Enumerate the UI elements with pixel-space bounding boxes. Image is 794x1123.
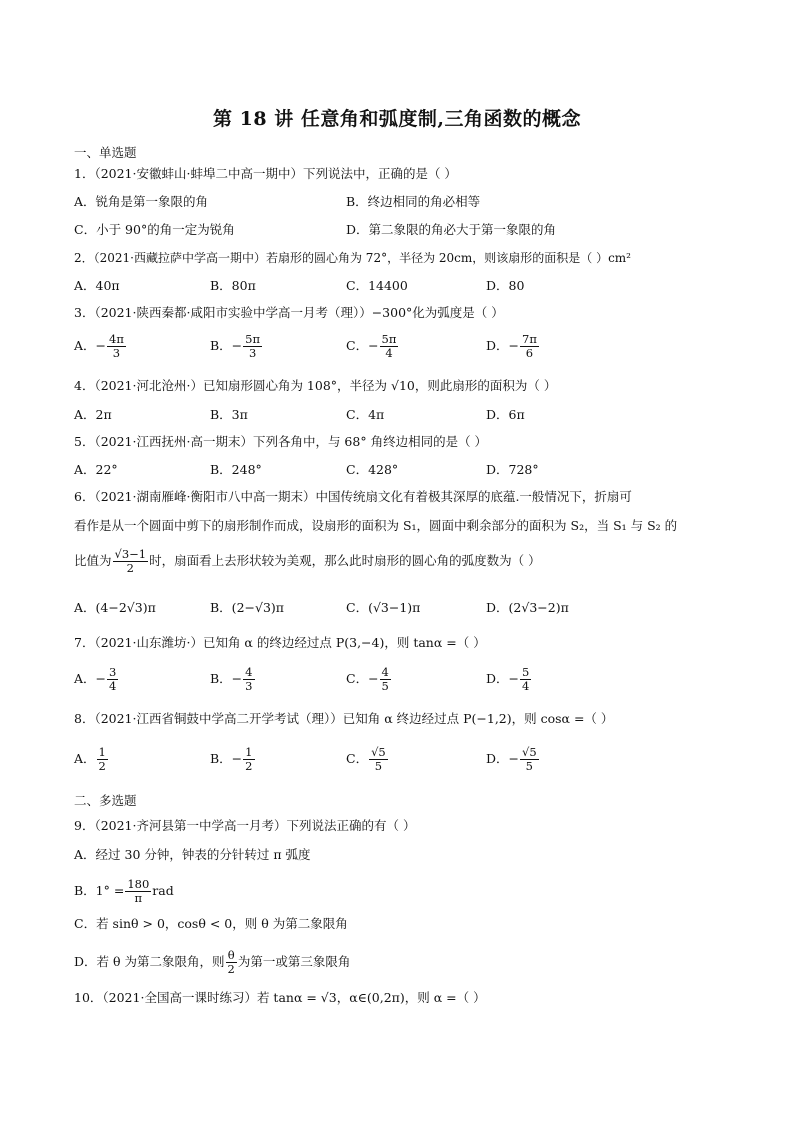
q1-option-d: D．第二象限的角必大于第一象限的角 [346, 222, 557, 237]
q1-option-b: B．终边相同的角必相等 [346, 194, 481, 209]
q9-option-c: C．若 sinθ > 0，cosθ < 0，则 θ 为第二象限角 [74, 916, 348, 931]
q4-option-b: B．3π [210, 407, 248, 422]
q9-option-b-denominator: π [134, 891, 143, 905]
q3-option-a-fraction [107, 333, 126, 360]
q7-option-c-numerator: 4 [381, 665, 389, 679]
q8-option-a-denominator: 2 [98, 759, 106, 773]
q3-option-b-label: B．− [210, 338, 243, 353]
q7-option-c-denominator: 5 [381, 679, 389, 693]
q2-option-b: B．80π [210, 278, 256, 293]
q3-option-c-numerator: 5π [381, 332, 397, 346]
q3-option-a-label: A．− [74, 338, 107, 353]
q7-option-d-label: D．− [486, 671, 519, 686]
q7-option-c-fraction [380, 666, 391, 693]
q8-option-b-fraction [243, 746, 254, 773]
q8-option-a-label: A． [74, 751, 96, 766]
q3-option-d-numerator: 7π [522, 332, 537, 346]
q7-option-a-denominator: 4 [109, 679, 117, 693]
q9-option-d-numerator: θ [227, 948, 235, 962]
q5-option-a: A．22° [74, 462, 118, 477]
q7-option-a [74, 666, 119, 693]
q6-option-b: B．(2−√3)π [210, 600, 284, 615]
q8-option-c-denominator: 5 [374, 759, 383, 773]
q1-option-c: C．小于 90°的角一定为锐角 [74, 222, 235, 237]
q3-option-a-numerator: 4π [109, 332, 124, 346]
q8-option-d-fraction [520, 746, 539, 773]
q6-line1: 6．（2021·湖南雁峰·衡阳市八中高一期末）中国传统扇文化有着极其深厚的底蕴.一般情况下，折扇可 [74, 489, 632, 504]
q8-stem: 8．（2021·江西省铜鼓中学高二开学考试（理））已知角 α 终边经过点 P(−1,2)，则 cosα =（ ） [74, 711, 614, 726]
q7-option-d-fraction [520, 666, 531, 693]
q3-option-d [486, 333, 540, 360]
q7-option-c-label: C．− [346, 671, 379, 686]
q3-stem: 3．（2021·陕西秦都·咸阳市实验中学高一月考（理））−300°化为弧度是（ ） [74, 305, 504, 320]
q8-option-a-numerator: 1 [98, 745, 106, 759]
q9-option-a: A．经过 30 分钟，钟表的分针转过 π 弧度 [74, 847, 311, 862]
q7-option-d [486, 666, 532, 693]
q2-option-d: D．80 [486, 278, 525, 293]
q10-stem: 10．（2021·全国高一课时练习）若 tanα = √3，α∈(0,2π)，则 α =（ ） [74, 990, 486, 1005]
q6-line3 [74, 548, 541, 575]
q7-option-a-fraction [107, 666, 118, 693]
q4-stem: 4．（2021·河北沧州·）已知扇形圆心角为 108°，半径为 √10，则此扇形的面积为（ ） [74, 378, 557, 393]
q9-option-b-fraction [125, 878, 151, 905]
q8-option-b [210, 746, 256, 773]
page-title: 第 18 讲 任意角和弧度制,三角函数的概念 [213, 108, 581, 130]
q9-option-b-numerator: 180 [127, 877, 150, 891]
q4-option-c: C．4π [346, 407, 385, 422]
q2-option-a: A．40π [74, 278, 120, 293]
section-multiple-choice: 二、多选题 [74, 793, 137, 808]
q8-option-d [486, 746, 540, 773]
q7-option-d-numerator: 5 [522, 665, 530, 679]
q3-option-d-denominator: 6 [525, 346, 534, 360]
q7-option-a-numerator: 3 [109, 665, 117, 679]
q2-stem: 2．（2021·西藏拉萨中学高一期中）若扇形的圆心角为 72°，半径为 20cm，则该扇形的面积是（ ）cm² [74, 251, 631, 265]
q3-option-c [346, 333, 399, 360]
q9-option-d [74, 949, 350, 976]
q5-stem: 5．（2021·江西抚州·高一期末）下列各角中，与 68° 角终边相同的是（ ） [74, 434, 488, 449]
q4-option-a: A．2π [74, 407, 112, 422]
q7-option-b-label: B．− [210, 671, 243, 686]
section-single-choice: 一、单选题 [74, 145, 137, 160]
q8-option-c-numerator: √5 [371, 745, 386, 759]
q2-option-c: C．14400 [346, 278, 408, 293]
q3-option-c-label: C．− [346, 338, 379, 353]
q5-option-d: D．728° [486, 462, 539, 477]
q8-option-a [74, 746, 109, 773]
q3-option-b-numerator: 5π [245, 332, 261, 346]
q6-option-d: D．(2√3−2)π [486, 600, 569, 615]
q1-option-a: A．锐角是第一象限的角 [74, 194, 209, 209]
q7-option-d-denominator: 4 [522, 679, 530, 693]
q8-option-b-denominator: 2 [245, 759, 253, 773]
q8-option-c-fraction [369, 746, 388, 773]
q4-option-d: D．6π [486, 407, 525, 422]
q3-option-d-label: D．− [486, 338, 519, 353]
q6-ratio-fraction [113, 548, 149, 575]
q5-option-c: C．428° [346, 462, 399, 477]
q6-option-a: A．(4−2√3)π [74, 600, 156, 615]
q8-option-d-denominator: 5 [525, 759, 533, 773]
q8-option-c-label: C． [346, 751, 369, 766]
q7-option-b [210, 666, 256, 693]
q6-ratio-denominator: 2 [126, 561, 134, 575]
q8-option-a-fraction [97, 746, 108, 773]
q3-option-c-denominator: 4 [385, 346, 393, 360]
q9-option-b [74, 878, 174, 905]
q9-option-d-denominator: 2 [227, 962, 235, 976]
q8-option-b-numerator: 1 [245, 745, 253, 759]
q3-option-a-denominator: 3 [112, 346, 121, 360]
q3-option-a [74, 333, 127, 360]
q6-ratio-numerator: √3−1 [114, 547, 147, 561]
q3-option-b-fraction [243, 333, 262, 360]
q3-option-c-fraction [380, 333, 399, 360]
q7-option-c [346, 666, 392, 693]
q7-option-b-denominator: 3 [245, 679, 253, 693]
q9-option-d-prefix: D．若 θ 为第二象限角，则 [74, 954, 225, 969]
q6-line2: 看作是从一个圆面中剪下的扇形制作而成，设扇形的面积为 S₁，圆面中剩余部分的面积为 S₂，当 S₁ 与 S₂ 的 [74, 518, 678, 533]
q9-option-b-unit: rad [152, 883, 174, 898]
q8-option-d-numerator: √5 [522, 745, 537, 759]
q9-stem: 9．（2021·齐河县第一中学高一月考）下列说法正确的有（ ） [74, 818, 416, 833]
q9-option-b-label: B．1° = [74, 883, 125, 898]
q7-stem: 7．（2021·山东潍坊·）已知角 α 的终边经过点 P(3,−4)，则 tanα =（ ） [74, 635, 486, 650]
q6-line3-prefix: 比值为 [74, 553, 112, 568]
q7-option-b-fraction [243, 666, 254, 693]
q3-option-b-denominator: 3 [248, 346, 257, 360]
q3-option-d-fraction [520, 333, 539, 360]
q5-option-b: B．248° [210, 462, 262, 477]
q6-line3-suffix: 时，扇面看上去形状较为美观，那么此时扇形的圆心角的弧度数为（ ） [149, 553, 541, 568]
q7-option-b-numerator: 4 [245, 665, 253, 679]
q9-option-d-fraction [226, 949, 237, 976]
q7-option-a-label: A．− [74, 671, 107, 686]
q9-option-d-suffix: 为第一或第三象限角 [237, 954, 351, 969]
q6-option-c: C．(√3−1)π [346, 600, 421, 615]
q1-stem: 1．（2021·安徽蚌山·蚌埠二中高一期中）下列说法中，正确的是（ ） [74, 166, 457, 181]
q8-option-b-label: B．− [210, 751, 243, 766]
q3-option-b [210, 333, 263, 360]
q8-option-c [346, 746, 389, 773]
q8-option-d-label: D．− [486, 751, 519, 766]
